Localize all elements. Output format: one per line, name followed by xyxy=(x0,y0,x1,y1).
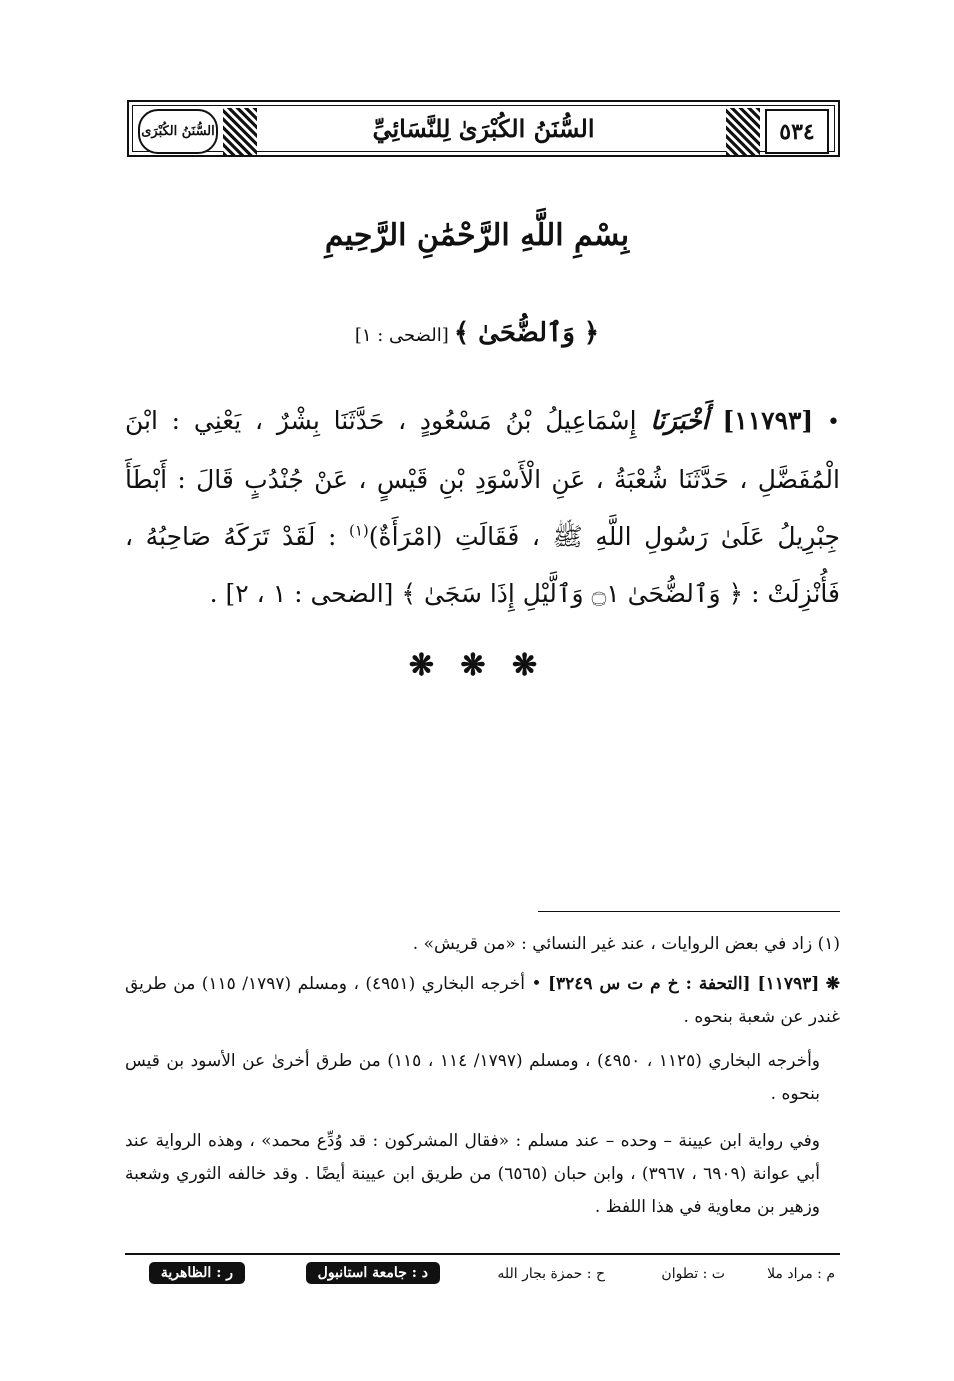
hadith-text-part-2: : لَقَدْ تَرَكَهُ صَاحِبُهُ ، فَأُنْزِلَتْ : ﴿ وَٱلضُّحَىٰ ۝١ وَٱلَّيْلِ إِذَا سَجَىٰ ﴾ [الضحى : ١ ، ٢] . xyxy=(125,522,840,608)
manuscript-zahiriyya-badge: ر : الظاهرية xyxy=(149,1262,245,1284)
takhrij-star: ❋ xyxy=(825,974,840,994)
ornament-left xyxy=(223,108,257,155)
footnote-para-2: وأخرجه البخاري (١١٢٥ ، ٤٩٥٠) ، ومسلم (١٧٩٧/ ١١٤ ، ١١٥) من طرق أخرىٰ عن الأسود بن قيس بنحوه . xyxy=(125,1051,821,1104)
page-number: ٥٣٤ xyxy=(765,109,829,154)
ornament-right xyxy=(726,108,760,155)
surah-reference: [الضحى : ١] xyxy=(354,325,449,346)
hadith-number: [١١٧٩٣] xyxy=(722,406,814,435)
manuscript-legend xyxy=(125,1262,840,1292)
surah-verse: ﴿ وَٱلضُّحَىٰ ﴾ xyxy=(453,318,600,348)
footnote-1: (١) زاد في بعض الروايات ، عند غير النسائي : «من قريش» . xyxy=(412,934,840,954)
hadith-bullet: • xyxy=(827,410,841,435)
manuscript-istanbul-badge: د : جامعة استانبول xyxy=(306,1262,440,1284)
takhrij-text: • أخرجه البخاري (٤٩٥١) ، ومسلم (١٧٩٧/ ١١٥) من طريق غندر عن شعبة بنحوه . xyxy=(125,974,840,1027)
hadith-akhbarana: أَخْبَرَنَا xyxy=(650,406,709,435)
takhrij-label: [١١٧٩٣] [التحفة : خ م ت س ٣٢٤٩] xyxy=(547,974,820,994)
hadith-text xyxy=(125,392,840,622)
book-logo: السُّنَنُ الكُبْرَى xyxy=(138,109,218,154)
manuscript-hamza: ح : حمزة بجار الله xyxy=(497,1266,605,1282)
footnote-para-3: وفي رواية ابن عيينة – وحده – عند مسلم : «فقال المشركون : قد وُدِّع محمد» ، وهذه الرواية عند أبي عوانة (٦٩٠٩ ، ٣٩٦٧) ، وابن حبان (٦٥٦٥) من طريق ابن عيينة أيضًا . وقد خالفه الثوري وشعبة وزهير بن معاوية في هذا اللفظ . xyxy=(125,1131,821,1217)
header-frame xyxy=(132,105,835,152)
footnote-rule xyxy=(538,911,840,912)
section-separator: ❋ ❋ ❋ xyxy=(408,648,546,683)
takhrij xyxy=(125,968,840,1034)
basmala: بِسْمِ اللَّهِ الرَّحْمَٰنِ الرَّحِيمِ xyxy=(324,218,630,253)
manuscript-tetouan: ت : تطوان xyxy=(661,1266,725,1282)
page-header xyxy=(127,100,840,157)
surah-heading xyxy=(0,318,954,348)
hadith-text-part-1: إِسْمَاعِيلُ بْنُ مَسْعُودٍ ، حَدَّثَنَا بِشْرٌ ، يَعْنِي : ابْنَ الْمُفَضَّلِ ، حَدَّثَنَا شُعْبَةُ ، عَنِ الْأَسْوَدِ بْنِ قَيْسٍ ، عَنْ جُنْدُبٍ قَالَ : أَبْطَأَ جِبْرِيلُ عَلَىٰ رَسُولِ اللَّهِ ﷺ ، فَقَالَتِ (امْرَأَةٌ) xyxy=(125,406,841,551)
footnote-ref[interactable]: (١) xyxy=(348,521,369,540)
manuscript-murad-mulla: م : مراد ملا xyxy=(767,1266,835,1282)
book-title: السُّنَنُ الكُبْرَىٰ لِلنَّسَائِيِّ xyxy=(372,114,595,143)
bottom-rule xyxy=(125,1253,840,1255)
